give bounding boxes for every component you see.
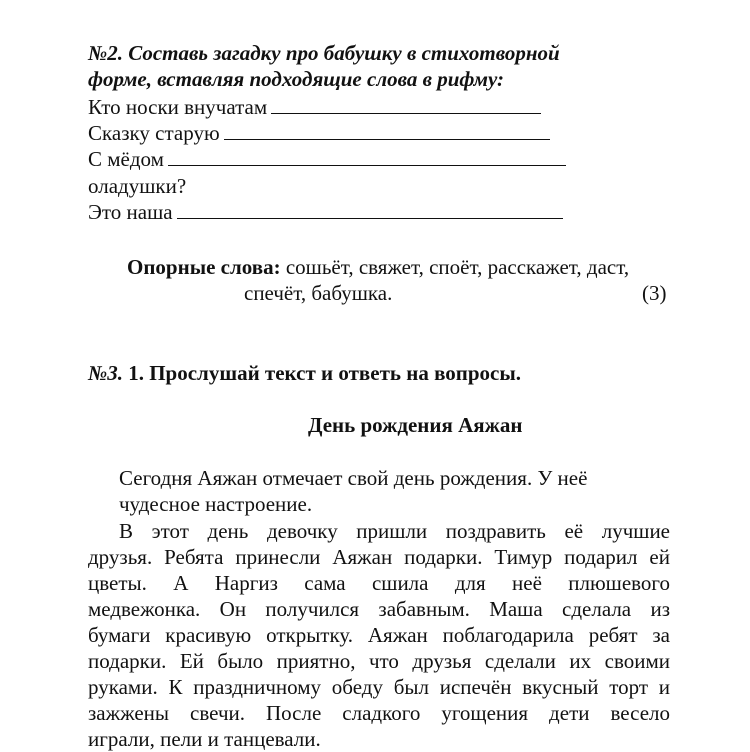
- story-p2-line5: бумаги красивую открытку. Аяжан поблагодарила ребят за: [88, 623, 670, 647]
- story-p2-line2: друзья. Ребята принесли Аяжан подарки. Тимур подарил ей: [88, 545, 670, 569]
- story-p2-line1: В этот день девочку пришли поздравить её лучшие: [119, 519, 670, 543]
- answer-blank-3: [168, 147, 566, 166]
- points-label: (3): [642, 281, 667, 305]
- story-title: День рождения Аяжан: [308, 413, 523, 437]
- riddle-line-2: [88, 120, 550, 146]
- task3-instruction: 1. Прослушай текст и ответь на вопросы.: [128, 361, 522, 385]
- riddle-line-5-text: Это наша: [88, 200, 173, 224]
- story-p1-line1: Сегодня Аяжан отмечает свой день рождения. У неё: [119, 466, 588, 490]
- story-p2-line4: медвежонка. Он получился забавным. Маша сделала из: [88, 597, 670, 621]
- riddle-line-1: [88, 94, 541, 120]
- riddle-line-3: [88, 146, 566, 172]
- support-label: Опорные слова:: [127, 255, 281, 279]
- story-p2-line7: руками. К праздничному обеду был испечён вкусный торт и: [88, 675, 670, 699]
- answer-blank-1: [271, 95, 541, 114]
- story-p2-line6: подарки. Ей было приятно, что друзья сделали их своими: [88, 649, 670, 673]
- support-words-1: сошьёт, свяжет, споёт, расскажет, даст,: [285, 255, 630, 279]
- task2-title-line2: форме, вставляя подходящие слова в рифму:: [88, 67, 505, 91]
- support-words-line1: [127, 254, 629, 280]
- story-p2-line8: зажжены свечи. После сладкого угощения дети весело: [88, 701, 670, 725]
- story-p1-line2: чудесное настроение.: [119, 492, 313, 516]
- task2-title-line1: №2. Составь загадку про бабушку в стихотворной: [88, 41, 560, 65]
- riddle-line-3-text: С мёдом: [88, 147, 164, 171]
- riddle-line-2-text: Сказку старую: [88, 121, 220, 145]
- answer-blank-2: [224, 121, 550, 140]
- story-p2-line3: цветы. А Наргиз сама сшила для неё плюшевого: [88, 571, 670, 595]
- riddle-line-4: оладушки?: [88, 174, 187, 198]
- support-words-line2: спечёт, бабушка.: [244, 281, 393, 305]
- riddle-line-1-text: Кто носки внучатам: [88, 95, 268, 119]
- task3-number: №3.: [88, 361, 123, 385]
- riddle-line-5: [88, 199, 563, 225]
- answer-blank-5: [177, 200, 563, 219]
- story-p2-line9: играли, пели и танцевали.: [88, 727, 321, 751]
- task3-heading: [88, 360, 521, 386]
